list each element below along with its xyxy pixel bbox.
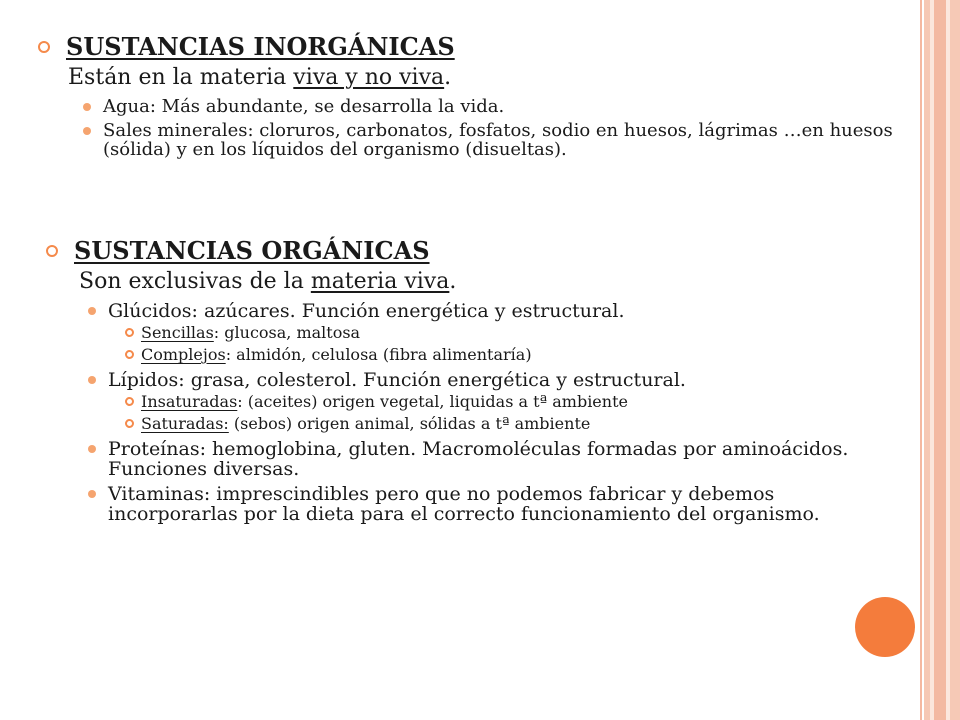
ring-bullet-icon — [46, 245, 58, 257]
decor-stripe — [934, 0, 946, 720]
decor-stripe — [950, 0, 960, 720]
sub-item: Saturadas: (sebos) origen animal, sólidas a tª ambiente — [141, 414, 898, 434]
dot-bullet-icon — [88, 445, 96, 453]
ring-bullet-icon — [125, 328, 134, 337]
section-title: SUSTANCIAS ORGÁNICAS — [74, 236, 430, 265]
decor-circle — [855, 597, 915, 657]
list-item-vitaminas: Vitaminas: imprescindibles pero que no podemos fabricar y debemos incorporarlas por la dieta para el correcto funcionamiento del organismo. — [108, 484, 898, 524]
list-item: Agua: Más abundante, se desarrolla la vida. — [103, 97, 898, 116]
dot-bullet-icon — [88, 307, 96, 315]
section-inorganicas — [38, 32, 908, 159]
section-organicas — [46, 236, 906, 524]
list-item-lipidos: Lípidos: grasa, colesterol. Función energética y estructural. — [108, 370, 898, 390]
section-intro: Son exclusivas de la materia viva. — [79, 269, 457, 294]
ring-bullet-icon — [125, 419, 134, 428]
section-title: SUSTANCIAS INORGÁNICAS — [66, 32, 455, 61]
section-heading — [38, 32, 908, 62]
ring-bullet-icon — [125, 350, 134, 359]
dot-bullet-icon — [83, 127, 91, 135]
underlined-term: viva y no viva — [293, 65, 445, 90]
decor-stripe — [920, 0, 922, 720]
sub-item: Complejos: almidón, celulosa (fibra alimentaría) — [141, 345, 898, 365]
list-item-proteinas: Proteínas: hemoglobina, gluten. Macromoléculas formadas por aminoácidos. Funciones diversas. — [108, 439, 898, 479]
dot-bullet-icon — [83, 103, 91, 111]
dot-bullet-icon — [88, 490, 96, 498]
sub-item: Insaturadas: (aceites) origen vegetal, liquidas a tª ambiente — [141, 392, 898, 412]
sub-item: Sencillas: glucosa, maltosa — [141, 323, 898, 343]
ring-bullet-icon — [125, 397, 134, 406]
list-item: Sales minerales: cloruros, carbonatos, fosfatos, sodio en huesos, lágrimas …en huesos (sólida) y en los líquidos del organismo (disueltas). — [103, 121, 898, 159]
ring-bullet-icon — [38, 41, 50, 53]
section-heading — [46, 236, 906, 266]
section-intro: Están en la materia viva y no viva. — [68, 65, 452, 90]
list-item-glucidos: Glúcidos: azúcares. Función energética y estructural. — [108, 301, 898, 321]
underlined-term: materia viva — [310, 269, 450, 294]
dot-bullet-icon — [88, 376, 96, 384]
